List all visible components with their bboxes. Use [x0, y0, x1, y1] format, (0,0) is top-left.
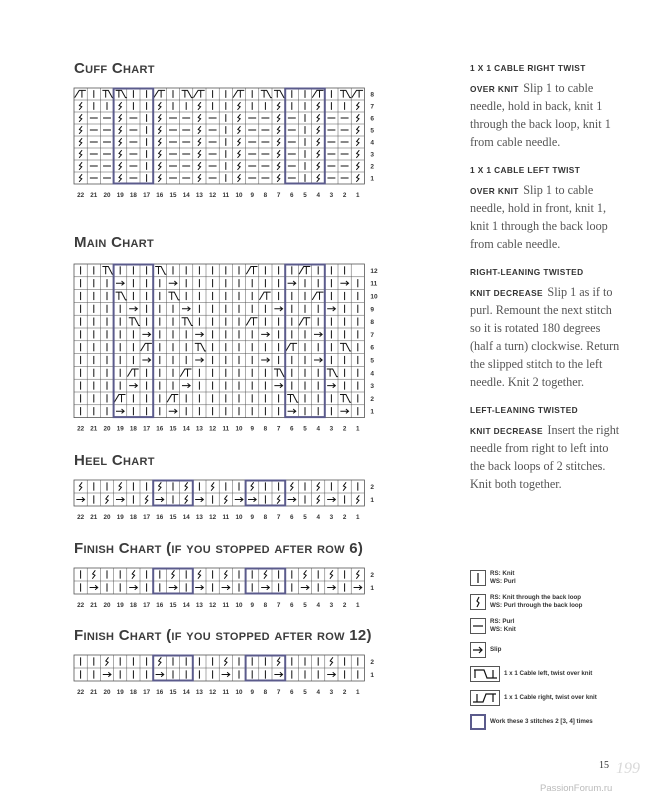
stitch-number: 9: [250, 425, 254, 433]
stitch-number: 16: [156, 425, 164, 433]
stitch-number: 19: [116, 689, 124, 696]
stitch-number: 11: [222, 602, 230, 609]
stitch-number: 20: [103, 425, 111, 433]
definition-lead: KNIT DECREASE: [470, 426, 543, 436]
stitch-number: 12: [209, 425, 217, 433]
stitch-number: 14: [182, 514, 190, 521]
repeat-box-icon: [470, 714, 486, 730]
definition-title: 1 X 1 CABLE LEFT TWIST: [470, 165, 581, 175]
stitch-number: 16: [156, 192, 164, 199]
stitch-number: 8: [263, 689, 268, 696]
stitch-number: 15: [169, 425, 177, 433]
stitch-number: 2: [342, 192, 347, 199]
stitch-number: 2: [342, 425, 347, 433]
row-number: 4: [370, 139, 375, 147]
stitch-number: 10: [235, 602, 243, 609]
definition-lead: OVER KNIT: [470, 186, 519, 196]
stitch-number: 19: [116, 602, 124, 609]
stitch-number: 12: [209, 689, 217, 696]
row-number: 7: [370, 103, 375, 111]
legend-item-slip: [470, 639, 640, 660]
row-number: 1: [370, 175, 375, 183]
stitch-number: 16: [156, 689, 164, 696]
row-number: 2: [370, 163, 375, 171]
decorative-flourish: 199: [616, 760, 640, 777]
stitch-number: 8: [263, 514, 268, 521]
stitch-number: 6: [290, 689, 294, 696]
stitch-number: 8: [263, 425, 268, 433]
stitch-number: 22: [77, 425, 85, 433]
row-number: 5: [370, 127, 375, 135]
row-number: 12: [370, 267, 378, 275]
stitch-number: 16: [156, 514, 164, 521]
stitch-number: 4: [316, 425, 320, 433]
row-number: 6: [370, 344, 375, 352]
cable-right-icon: [470, 690, 500, 706]
stitch-number: 13: [195, 602, 203, 609]
stitch-number: 18: [129, 425, 137, 433]
legend-item-cable-right: [470, 687, 640, 708]
stitch-number: 12: [209, 602, 217, 609]
definition-title: RIGHT-LEANING TWISTED: [470, 267, 584, 277]
knit-icon: [470, 570, 486, 586]
row-number: 1: [370, 672, 375, 679]
stitch-number: 17: [143, 425, 151, 433]
stitch-number: 8: [263, 602, 268, 609]
definition-cable-left: [470, 160, 620, 253]
stitch-number: 4: [316, 514, 320, 521]
legend-item-twisted-knit: [470, 591, 640, 612]
cable-left-icon: [470, 666, 500, 682]
stitch-number: 3: [329, 192, 334, 199]
row-number: 2: [370, 484, 375, 491]
legend-item-repeat-box: [470, 711, 640, 732]
definition-text: Slip 1 as if to purl. Remount the next stitch so it is rotated 180 degrees (half a turn) clockwise. Return the slipped stitch to the left needle. Knit 2 together.: [470, 285, 620, 389]
stitch-number: 3: [329, 689, 334, 696]
row-number: 8: [370, 319, 375, 327]
legend-text: WS: Purl: [490, 577, 516, 585]
page-number: 15: [599, 760, 609, 771]
stitch-number: 3: [329, 514, 334, 521]
stitch-number: 21: [90, 602, 98, 609]
legend-text: RS: Knit: [490, 570, 515, 577]
stitch-number: 10: [235, 689, 243, 696]
stitch-number: 1: [356, 192, 360, 199]
row-number: 2: [370, 395, 375, 403]
definition-lead: OVER KNIT: [470, 84, 519, 94]
stitch-number: 5: [303, 514, 307, 521]
row-number: 9: [370, 306, 375, 314]
row-number: 8: [370, 91, 375, 99]
row-number: 2: [370, 659, 375, 666]
stitch-number: 9: [250, 192, 254, 199]
definition-text: Insert the right needle from right to left into the back loops of 2 stitches. Knit both together.: [470, 423, 620, 491]
stitch-number: 18: [129, 689, 137, 696]
stitch-number: 19: [116, 514, 124, 521]
stitch-number: 4: [316, 192, 320, 199]
definition-text: Slip 1 to cable needle, hold in back, knit 1 through the back loop, knit 1 from cable needle.: [470, 81, 611, 149]
stitch-number: 20: [103, 689, 111, 696]
stitch-number: 2: [342, 689, 347, 696]
row-number: 11: [370, 280, 378, 288]
stitch-number: 6: [290, 425, 294, 433]
stitch-number: 14: [182, 602, 190, 609]
row-number: 3: [370, 151, 375, 159]
stitch-number: 22: [77, 602, 85, 609]
definition-left-leaning-decrease: [470, 400, 620, 493]
stitch-number: 10: [235, 425, 243, 433]
stitch-number: 12: [209, 514, 217, 521]
stitch-number: 5: [303, 689, 307, 696]
stitch-number: 6: [290, 514, 294, 521]
finish-6-chart: [74, 568, 384, 613]
purl-icon: [470, 618, 486, 634]
stitch-number: 2: [342, 602, 347, 609]
stitch-number: 19: [116, 425, 124, 433]
stitch-number: 15: [169, 602, 177, 609]
stitch-number: 13: [195, 689, 203, 696]
stitch-number: 18: [129, 514, 137, 521]
stitch-number: 7: [276, 192, 281, 199]
definition-title: LEFT-LEANING TWISTED: [470, 405, 579, 415]
row-number: 1: [370, 408, 375, 416]
legend-text: WS: Knit: [490, 625, 516, 633]
legend-text: 1 x 1 Cable right, twist over knit: [504, 693, 597, 701]
row-number: 2: [370, 572, 375, 579]
stitch-number: 11: [222, 689, 230, 696]
stitch-number: 6: [290, 192, 294, 199]
finish-6-chart-title: Finish Chart (if you stopped after row 6): [74, 540, 364, 557]
stitch-number: 20: [103, 192, 111, 199]
stitch-number: 22: [77, 514, 85, 521]
stitch-number: 1: [356, 602, 360, 609]
legend-text: RS: Purl: [490, 618, 515, 625]
chart-legend: [470, 567, 640, 735]
legend-text: Slip: [490, 645, 502, 653]
row-number: 3: [370, 383, 375, 391]
heel-chart-title: Heel Chart: [74, 452, 155, 469]
stitch-number: 5: [303, 602, 307, 609]
row-number: 7: [370, 331, 375, 339]
stitch-number: 11: [222, 425, 230, 433]
stitch-number: 16: [156, 602, 164, 609]
stitch-number: 7: [276, 514, 281, 521]
stitch-number: 15: [169, 514, 177, 521]
stitch-number: 15: [169, 689, 177, 696]
stitch-number: 19: [116, 192, 124, 199]
legend-text: 1 x 1 Cable left, twist over knit: [504, 669, 593, 677]
definition-right-leaning-decrease: [470, 262, 620, 391]
stitch-number: 5: [303, 425, 307, 433]
stitch-number: 9: [250, 602, 254, 609]
stitch-number: 14: [182, 689, 190, 696]
stitch-number: 21: [90, 514, 98, 521]
legend-text: WS: Purl through the back loop: [490, 601, 583, 609]
watermark: PassionForum.ru: [540, 783, 613, 794]
stitch-number: 7: [276, 425, 281, 433]
stitch-number: 1: [356, 689, 360, 696]
twisted-knit-icon: [470, 594, 486, 610]
stitch-number: 17: [143, 192, 151, 199]
row-number: 4: [370, 370, 375, 378]
stitch-number: 14: [182, 192, 190, 199]
heel-chart: [74, 480, 394, 525]
stitch-number: 5: [303, 192, 307, 199]
stitch-number: 20: [103, 602, 111, 609]
stitch-number: 8: [263, 192, 268, 199]
stitch-number: 17: [143, 689, 151, 696]
legend-item-knit: [470, 567, 640, 588]
legend-text: RS: Knit through the back loop: [490, 594, 582, 601]
stitch-number: 18: [129, 602, 137, 609]
legend-item-purl: [470, 615, 640, 636]
stitch-number: 2: [342, 514, 347, 521]
row-number: 1: [370, 585, 375, 592]
definition-text: Slip 1 to cable needle, hold in front, knit 1, knit 1 through the back loop from cable needle.: [470, 183, 608, 251]
stitch-number: 20: [103, 514, 111, 521]
definition-lead: KNIT DECREASE: [470, 288, 543, 298]
stitch-number: 13: [195, 425, 203, 433]
stitch-number: 13: [195, 192, 203, 199]
stitch-number: 3: [329, 602, 334, 609]
stitch-number: 1: [356, 425, 360, 433]
cuff-chart-title: Cuff Chart: [74, 60, 155, 77]
stitch-number: 7: [276, 689, 281, 696]
stitch-definitions: [470, 58, 620, 502]
cuff-chart: [74, 88, 384, 208]
stitch-number: 4: [316, 689, 320, 696]
definition-cable-right: [470, 58, 620, 151]
main-chart-title: Main Chart: [74, 234, 154, 251]
stitch-number: 10: [235, 514, 243, 521]
finish-12-chart: [74, 655, 384, 700]
main-chart: [74, 264, 384, 442]
stitch-number: 9: [250, 514, 254, 521]
stitch-number: 22: [77, 689, 85, 696]
slip-icon: [470, 642, 486, 658]
stitch-number: 10: [235, 192, 243, 199]
stitch-number: 11: [222, 514, 230, 521]
stitch-number: 18: [129, 192, 137, 199]
legend-text: Work these 3 stitches 2 [3, 4] times: [490, 717, 593, 725]
stitch-number: 13: [195, 514, 203, 521]
stitch-number: 21: [90, 689, 98, 696]
stitch-number: 14: [182, 425, 190, 433]
row-number: 6: [370, 115, 375, 123]
stitch-number: 21: [90, 425, 98, 433]
row-number: 1: [370, 497, 375, 504]
definition-title: 1 X 1 CABLE RIGHT TWIST: [470, 63, 586, 73]
stitch-number: 21: [90, 192, 98, 199]
stitch-number: 7: [276, 602, 281, 609]
stitch-number: 3: [329, 425, 334, 433]
stitch-number: 22: [77, 192, 85, 199]
stitch-number: 17: [143, 602, 151, 609]
stitch-number: 1: [356, 514, 360, 521]
legend-item-cable-left: [470, 663, 640, 684]
stitch-number: 12: [209, 192, 217, 199]
stitch-number: 11: [222, 192, 230, 199]
stitch-number: 4: [316, 602, 320, 609]
row-number: 5: [370, 357, 375, 365]
row-number: 10: [370, 293, 378, 301]
stitch-number: 9: [250, 689, 254, 696]
stitch-number: 6: [290, 602, 294, 609]
stitch-number: 15: [169, 192, 177, 199]
finish-12-chart-title: Finish Chart (if you stopped after row 12): [74, 627, 372, 644]
stitch-number: 17: [143, 514, 151, 521]
